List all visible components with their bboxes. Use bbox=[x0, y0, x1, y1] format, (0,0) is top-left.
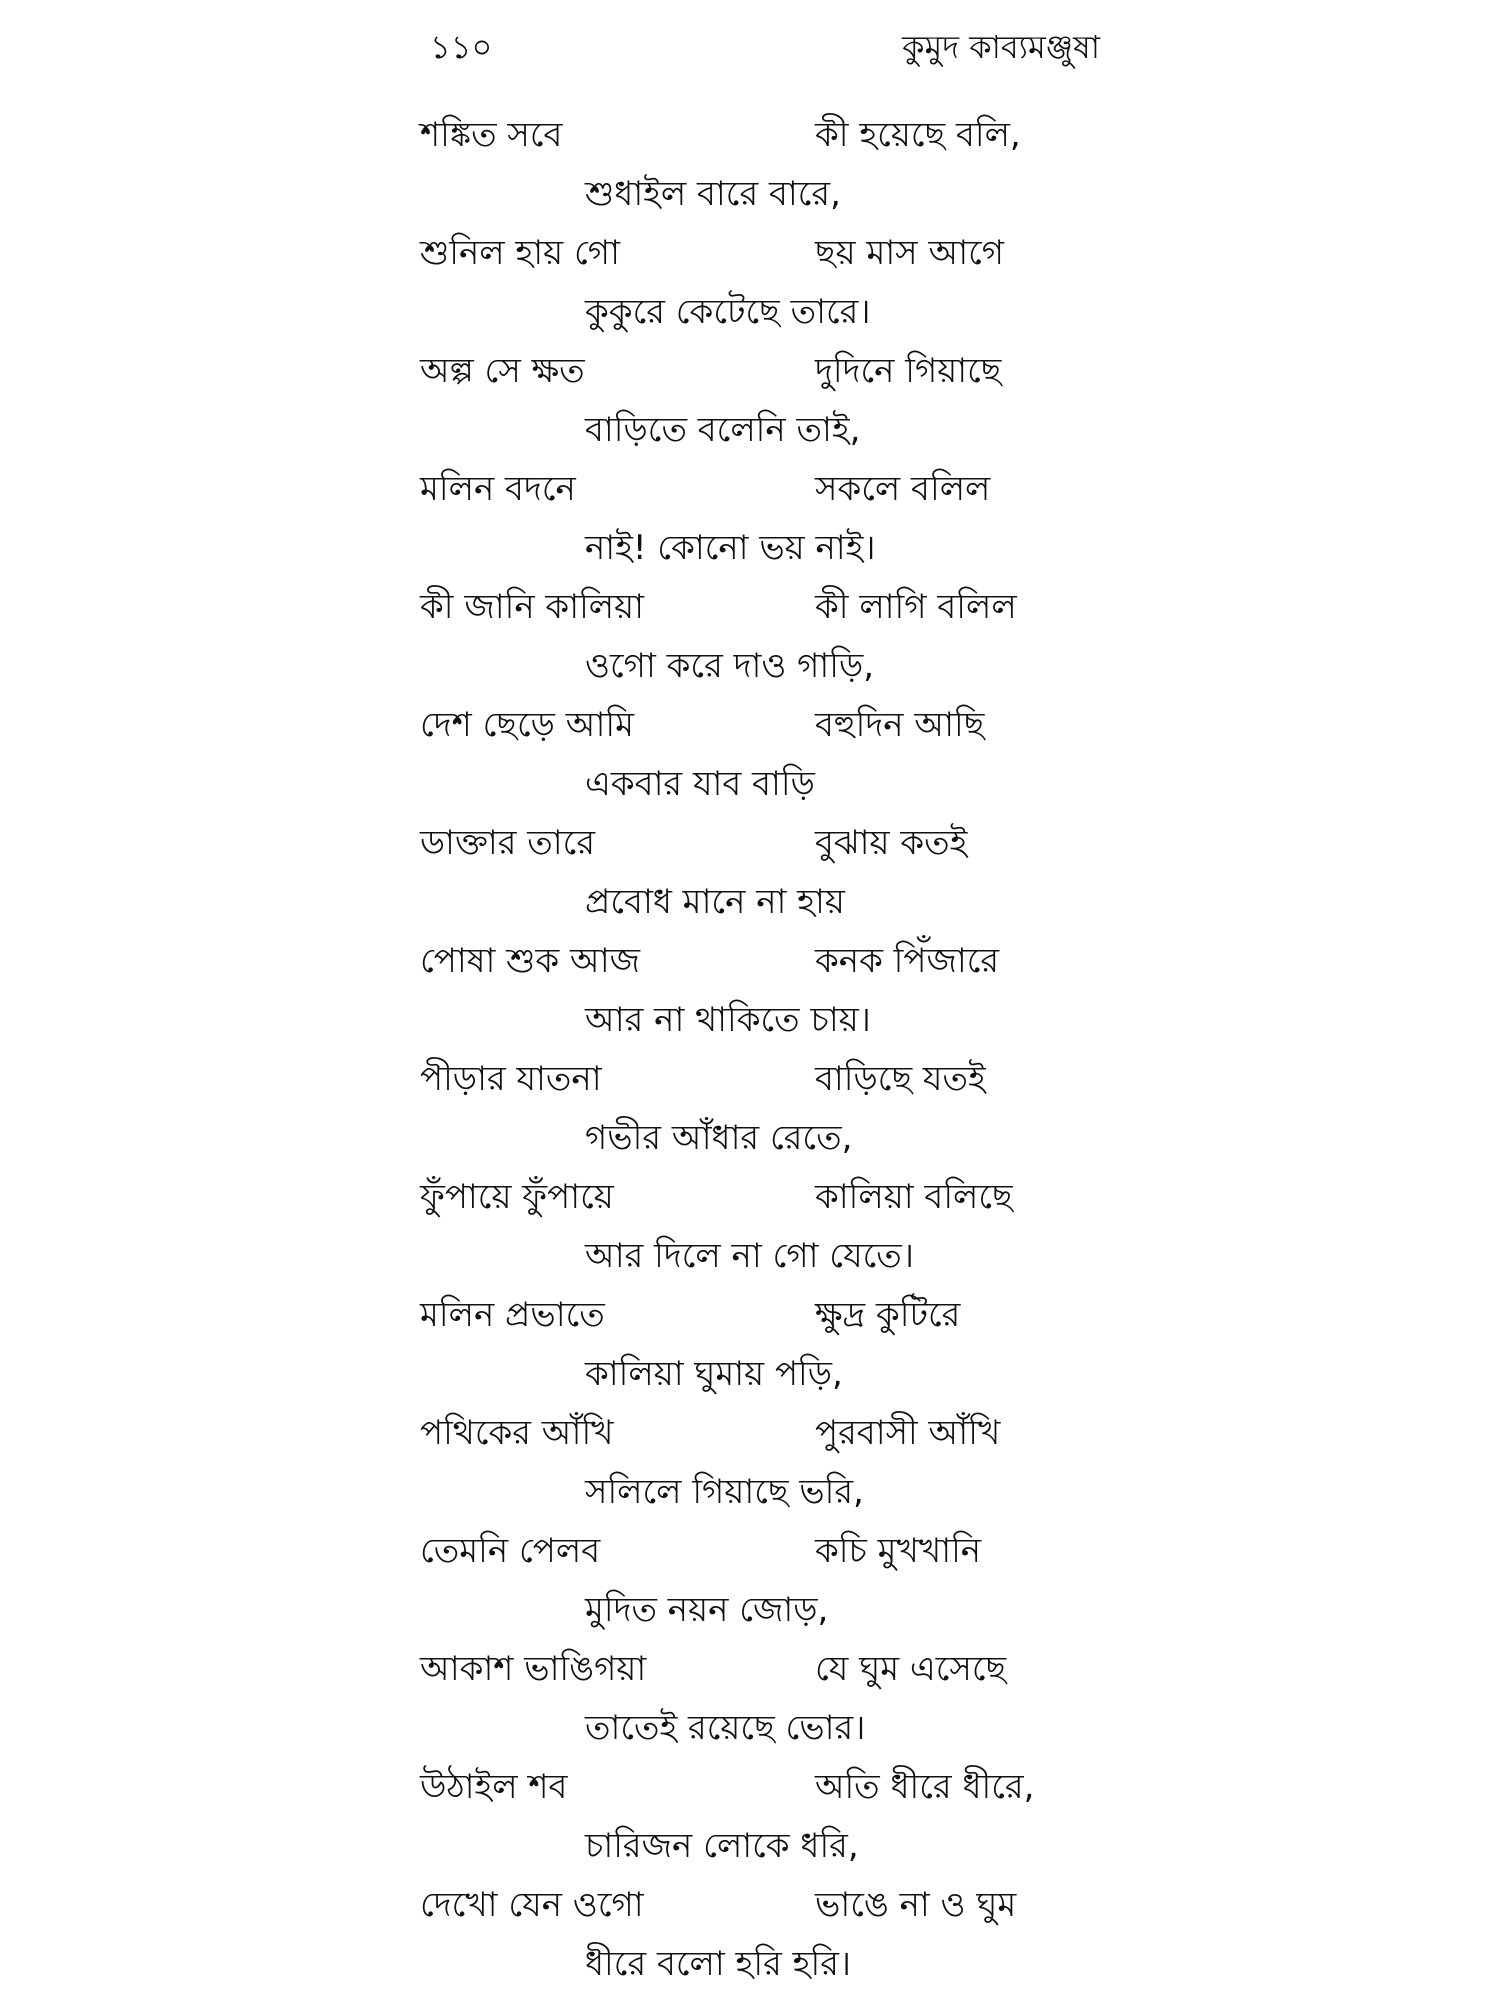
verse-indented-line: বাড়িতে বলেনি তাই, bbox=[585, 410, 861, 450]
poem-indented-line bbox=[420, 755, 1120, 814]
verse-left-half: উঠাইল শব bbox=[420, 1767, 568, 1807]
verse-indented-line: ধীরে বলো হরি হরি। bbox=[585, 1944, 852, 1984]
poem-indented-line bbox=[420, 283, 1120, 342]
verse-left-half: ডাক্তার তারে bbox=[420, 823, 596, 863]
verse-right-half: বহুদিন আছি bbox=[815, 705, 985, 745]
verse-indented-line: শুধাইল বারে বারে, bbox=[585, 174, 841, 214]
verse-left-half: মলিন বদনে bbox=[420, 469, 576, 509]
verse-indented-line: আর দিলে না গো যেতে। bbox=[585, 1236, 914, 1276]
verse-left-half: মলিন প্রভাতে bbox=[420, 1295, 605, 1335]
verse-left-half: পোষা শুক আজ bbox=[420, 941, 641, 981]
poem-couplet-line bbox=[420, 106, 1120, 165]
verse-left-half: কী জানি কালিয়া bbox=[420, 587, 645, 627]
poem-indented-line bbox=[420, 1581, 1120, 1640]
verse-right-half: সকলে বলিল bbox=[815, 469, 991, 509]
verse-left-half: পথিকের আঁখি bbox=[420, 1413, 614, 1453]
poem-indented-line bbox=[420, 401, 1120, 460]
poem-couplet-line bbox=[420, 1640, 1120, 1699]
poem-indented-line bbox=[420, 637, 1120, 696]
poem-couplet-line bbox=[420, 342, 1120, 401]
verse-indented-line: মুদিত নয়ন জোড়, bbox=[585, 1590, 829, 1630]
verse-left-half: দেখো যেন ওগো bbox=[420, 1885, 644, 1925]
verse-right-half: পুরবাসী আঁখি bbox=[815, 1413, 1001, 1453]
poem-couplet-line bbox=[420, 1286, 1120, 1345]
page-header bbox=[430, 22, 1100, 72]
poem-couplet-line bbox=[420, 1404, 1120, 1463]
verse-left-half: অল্প সে ক্ষত bbox=[420, 351, 585, 391]
verse-indented-line: ওগো করে দাও গাড়ি, bbox=[585, 646, 875, 686]
verse-left-half: আকাশ ভাঙিগয়া bbox=[420, 1649, 647, 1689]
verse-right-half: কালিয়া বলিছে bbox=[815, 1177, 1013, 1217]
poem-couplet-line bbox=[420, 814, 1120, 873]
poem-indented-line bbox=[420, 1935, 1120, 1994]
verse-indented-line: কালিয়া ঘুমায় পড়ি, bbox=[585, 1354, 843, 1394]
verse-left-half: শুনিল হায় গো bbox=[420, 233, 620, 273]
verse-indented-line: তাতেই রয়েছে ভোর। bbox=[585, 1708, 866, 1748]
poem-indented-line bbox=[420, 991, 1120, 1050]
poem-couplet-line bbox=[420, 932, 1120, 991]
poem-couplet-line bbox=[420, 1876, 1120, 1935]
verse-right-half: ছয় মাস আগে bbox=[815, 233, 1005, 273]
verse-right-half: কী লাগি বলিল bbox=[815, 587, 1017, 627]
poem-couplet-line bbox=[420, 1168, 1120, 1227]
poem-indented-line bbox=[420, 1109, 1120, 1168]
verse-right-half: কচি মুখখানি bbox=[815, 1531, 982, 1571]
verse-right-half: বুঝায় কতই bbox=[815, 823, 968, 863]
verse-indented-line: কুকুরে কেটেছে তারে। bbox=[585, 292, 871, 332]
verse-left-half: পীড়ার যাতনা bbox=[420, 1059, 602, 1099]
poem-couplet-line bbox=[420, 578, 1120, 637]
verse-left-half: তেমনি পেলব bbox=[420, 1531, 601, 1571]
page-number: ১১০ bbox=[430, 28, 493, 66]
verse-left-half: দেশ ছেড়ে আমি bbox=[420, 705, 634, 745]
verse-right-half: কী হয়েছে বলি, bbox=[815, 115, 1021, 155]
verse-left-half: শঙ্কিত সবে bbox=[420, 115, 563, 155]
verse-right-half: অতি ধীরে ধীরে, bbox=[815, 1767, 1035, 1807]
poem-indented-line bbox=[420, 1463, 1120, 1522]
verse-left-half: ফুঁপায়ে ফুঁপায়ে bbox=[420, 1177, 614, 1217]
poem-couplet-line bbox=[420, 224, 1120, 283]
poem-indented-line bbox=[420, 519, 1120, 578]
verse-right-half: ক্ষুদ্র কুটিরে bbox=[815, 1295, 961, 1335]
poem-indented-line bbox=[420, 1817, 1120, 1876]
poem-couplet-line bbox=[420, 696, 1120, 755]
verse-right-half: দুদিনে গিয়াছে bbox=[815, 351, 1002, 391]
verse-indented-line: সলিলে গিয়াছে ভরি, bbox=[585, 1472, 864, 1512]
verse-indented-line: নাই! কোনো ভয় নাই। bbox=[585, 528, 876, 568]
verse-indented-line: প্রবোধ মানে না হায় bbox=[585, 882, 845, 922]
poem-indented-line bbox=[420, 1227, 1120, 1286]
poem-indented-line bbox=[420, 1699, 1120, 1758]
running-title: কুমুদ কাব্যমঞ্জুষা bbox=[902, 28, 1100, 66]
verse-right-half: ভাঙে না ও ঘুম bbox=[815, 1885, 1017, 1925]
poem-couplet-line bbox=[420, 1758, 1120, 1817]
poem-indented-line bbox=[420, 165, 1120, 224]
verse-indented-line: আর না থাকিতে চায়। bbox=[585, 1000, 871, 1040]
verse-indented-line: চারিজন লোকে ধরি, bbox=[585, 1826, 859, 1866]
verse-indented-line: গভীর আঁধার রেতে, bbox=[585, 1118, 853, 1158]
poem-couplet-line bbox=[420, 1050, 1120, 1109]
verse-right-half: কনক পিঁজারে bbox=[815, 941, 1000, 981]
poem-body bbox=[420, 106, 1120, 1994]
poem-couplet-line bbox=[420, 460, 1120, 519]
poem-indented-line bbox=[420, 1345, 1120, 1404]
poem-indented-line bbox=[420, 873, 1120, 932]
verse-right-half: বাড়িছে যতই bbox=[815, 1059, 986, 1099]
verse-indented-line: একবার যাব বাড়ি bbox=[585, 764, 815, 804]
verse-right-half: যে ঘুম এসেছে bbox=[815, 1649, 1007, 1689]
poem-couplet-line bbox=[420, 1522, 1120, 1581]
